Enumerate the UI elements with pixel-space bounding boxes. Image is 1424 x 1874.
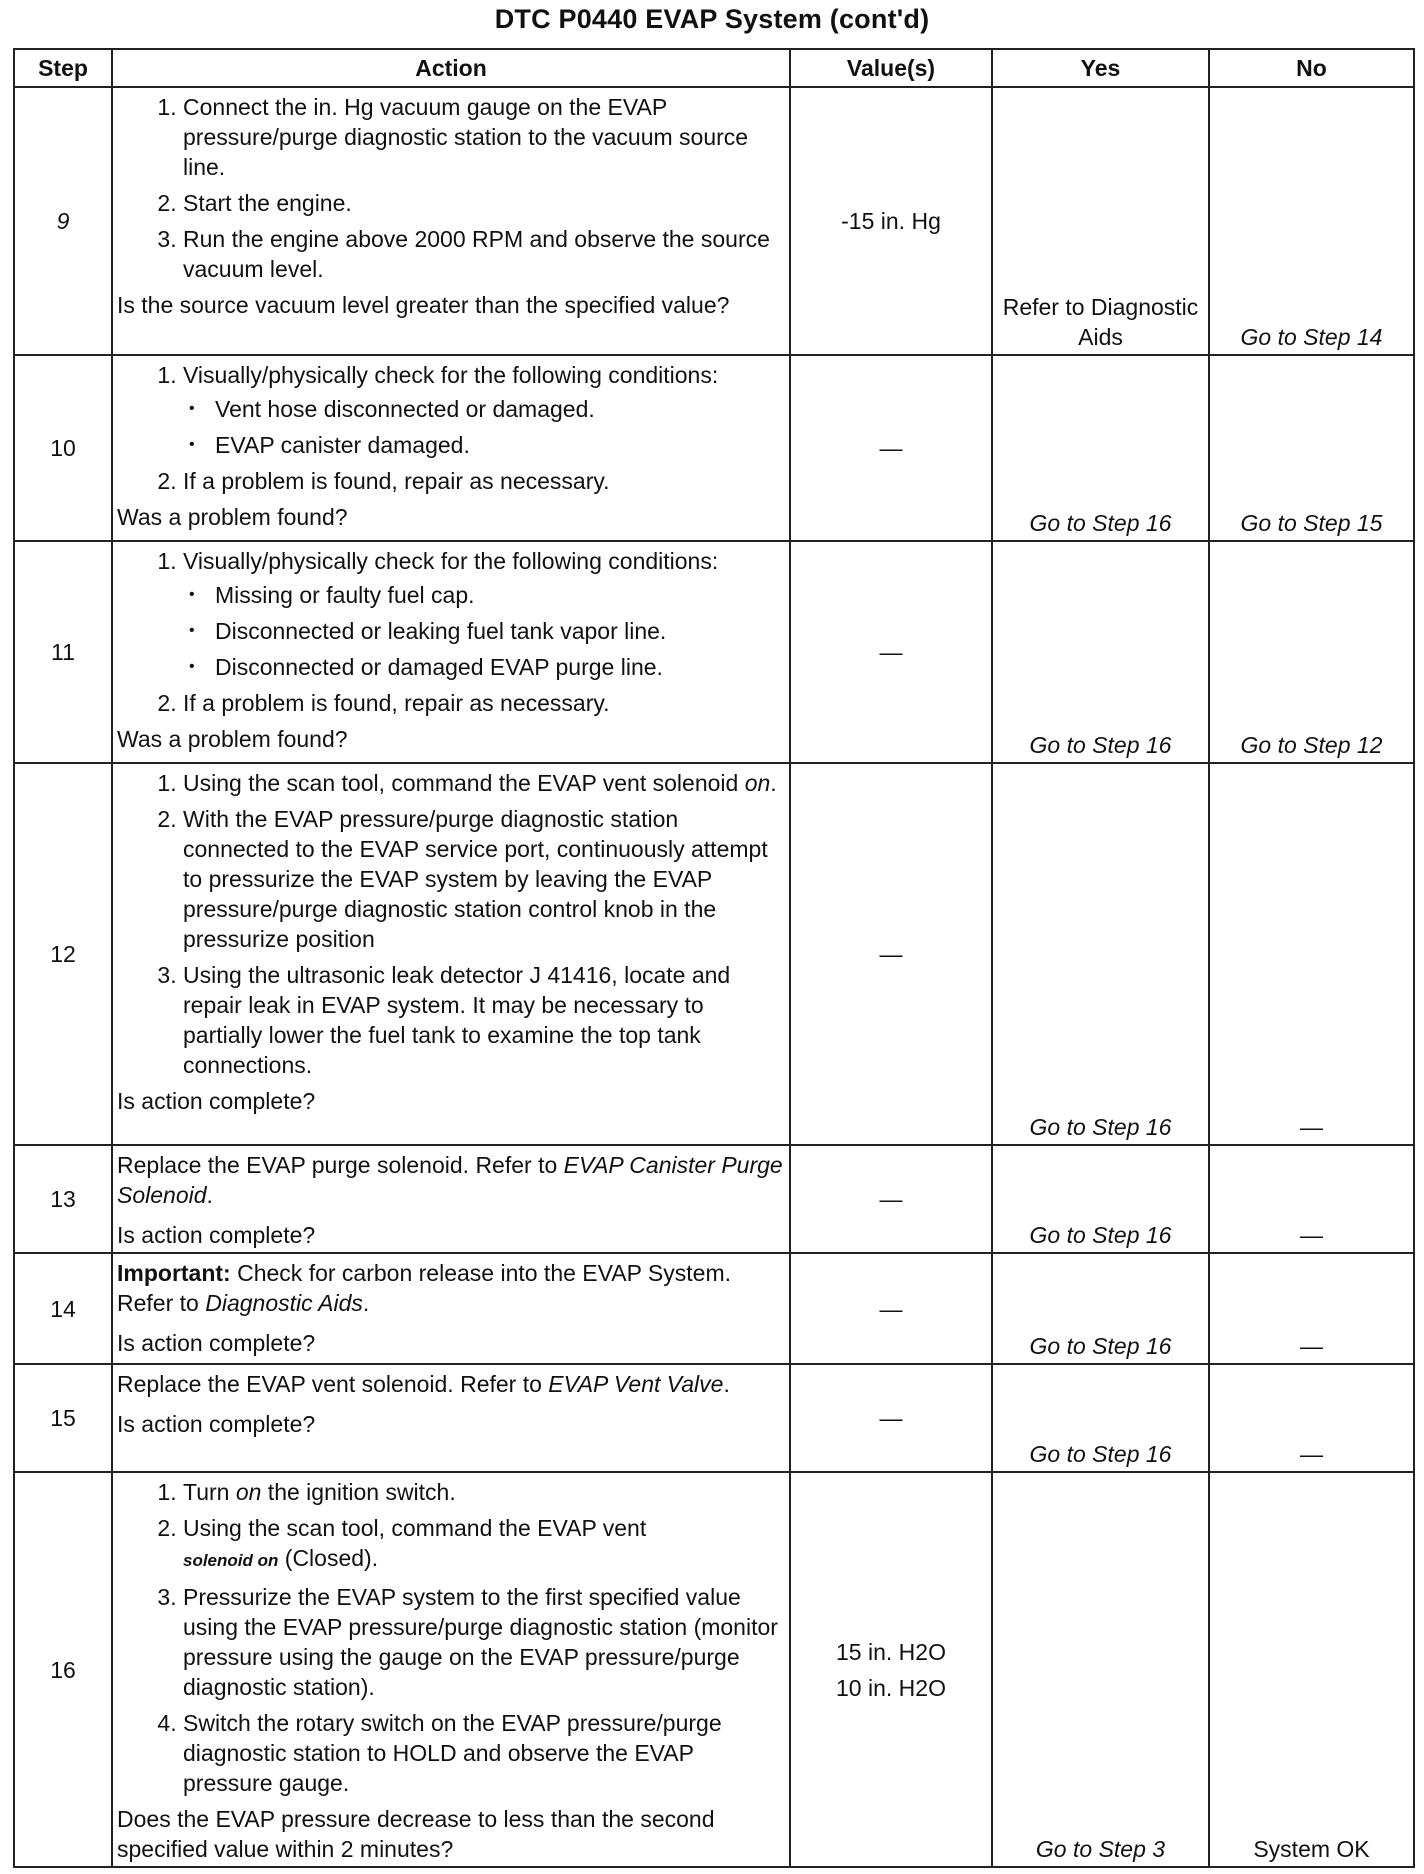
action-cell xyxy=(112,763,790,1145)
table-row-step-10 xyxy=(14,355,1414,541)
value-cell xyxy=(790,1472,992,1867)
table-row-step-9 xyxy=(14,87,1414,355)
action-question: Is action complete? xyxy=(117,1330,316,1356)
action-text: Replace the EVAP purge solenoid. Refer to EVAP Canister Purge Solenoid. xyxy=(117,1152,783,1208)
action-item: 2. With the EVAP pressure/purge diagnostic station connected to the EVAP service port, continuously attempt to pressurize the EVAP system by leaving the EVAP pressure/purge diagnostic station control knob in the pressurize position xyxy=(183,804,783,954)
action-text: Replace the EVAP vent solenoid. Refer to EVAP Vent Valve. xyxy=(117,1371,730,1397)
header-no: No xyxy=(1209,49,1414,87)
table-row-step-12 xyxy=(14,763,1414,1145)
value-cell: — xyxy=(790,355,992,541)
table-row-step-16 xyxy=(14,1472,1414,1867)
action-item: 1. Visually/physically check for the following conditions: • Missing or faulty fuel cap. • Disconnected or leaking fuel tank vapor line. • Disconnected or damaged EVAP purge line. xyxy=(183,546,783,682)
action-cell xyxy=(112,1364,790,1472)
table-row-step-13 xyxy=(14,1145,1414,1253)
action-question: Is action complete? xyxy=(117,1411,316,1437)
yes-cell: Go to Step 16 xyxy=(992,541,1209,763)
step-number: 15 xyxy=(14,1364,112,1472)
action-item: 2. If a problem is found, repair as necessary. xyxy=(183,688,783,718)
action-item: 1. Connect the in. Hg vacuum gauge on the EVAP pressure/purge diagnostic station to the vacuum source line. xyxy=(183,92,783,182)
action-item: 1. Using the scan tool, command the EVAP vent solenoid on. xyxy=(183,768,783,798)
action-question: Was a problem found? xyxy=(117,504,348,530)
value-cell: — xyxy=(790,1253,992,1364)
condition-bullet: • EVAP canister damaged. xyxy=(183,430,783,460)
no-cell: — xyxy=(1209,763,1414,1145)
header-values: Value(s) xyxy=(790,49,992,87)
header-yes: Yes xyxy=(992,49,1209,87)
action-cell xyxy=(112,541,790,763)
yes-cell: Go to Step 16 xyxy=(992,1253,1209,1364)
yes-cell: Go to Step 16 xyxy=(992,355,1209,541)
action-text: Important: Check for carbon release into the EVAP System. Refer to Diagnostic Aids. xyxy=(117,1260,732,1316)
step-number: 13 xyxy=(14,1145,112,1253)
condition-bullet: • Vent hose disconnected or damaged. xyxy=(183,394,783,424)
yes-cell: Go to Step 16 xyxy=(992,1364,1209,1472)
action-cell xyxy=(112,1472,790,1867)
yes-cell: Refer to Diagnostic Aids xyxy=(992,87,1209,355)
action-item: 3. Pressurize the EVAP system to the first specified value using the EVAP pressure/purge diagnostic station (monitor pressure using the gauge on the EVAP pressure/purge diagnostic station). xyxy=(183,1582,783,1702)
value-cell: — xyxy=(790,1364,992,1472)
step-number: 12 xyxy=(14,763,112,1145)
action-question: Is the source vacuum level greater than the specified value? xyxy=(117,292,730,318)
action-item: 3. Run the engine above 2000 RPM and observe the source vacuum level. xyxy=(183,224,783,284)
table-row-step-15 xyxy=(14,1364,1414,1472)
page-title: DTC P0440 EVAP System (cont'd) xyxy=(494,4,930,34)
action-question: Is action complete? xyxy=(117,1088,316,1114)
action-item: 2. Using the scan tool, command the EVAP vent solenoid on (Closed). xyxy=(183,1513,783,1576)
yes-cell: Go to Step 3 xyxy=(992,1472,1209,1867)
action-cell xyxy=(112,87,790,355)
step-number: 16 xyxy=(14,1472,112,1867)
action-item: 1. Turn on the ignition switch. xyxy=(183,1477,783,1507)
value-cell: — xyxy=(790,1145,992,1253)
value-cell: -15 in. Hg xyxy=(790,87,992,355)
no-cell: — xyxy=(1209,1253,1414,1364)
action-cell xyxy=(112,1253,790,1364)
action-question: Does the EVAP pressure decrease to less than the second specified value within 2 minutes? xyxy=(117,1806,715,1862)
no-cell: — xyxy=(1209,1145,1414,1253)
no-cell: System OK xyxy=(1209,1472,1414,1867)
condition-bullet: • Disconnected or damaged EVAP purge line. xyxy=(183,652,783,682)
step-number: 10 xyxy=(14,355,112,541)
action-question: Was a problem found? xyxy=(117,726,348,752)
value-first: 15 in. H2O xyxy=(836,1638,946,1665)
header-row xyxy=(14,49,1414,87)
table-row-step-14 xyxy=(14,1253,1414,1364)
header-step: Step xyxy=(14,49,112,87)
diagnostic-table xyxy=(13,48,1415,1868)
yes-cell: Go to Step 16 xyxy=(992,763,1209,1145)
condition-bullet: • Missing or faulty fuel cap. xyxy=(183,580,783,610)
yes-cell: Go to Step 16 xyxy=(992,1145,1209,1253)
value-cell: — xyxy=(790,541,992,763)
header-action: Action xyxy=(112,49,790,87)
step-number: 14 xyxy=(14,1253,112,1364)
table-row-step-11 xyxy=(14,541,1414,763)
action-cell xyxy=(112,1145,790,1253)
action-cell xyxy=(112,355,790,541)
value-second: 10 in. H2O xyxy=(836,1674,946,1701)
no-cell: Go to Step 14 xyxy=(1209,87,1414,355)
no-cell: — xyxy=(1209,1364,1414,1472)
action-item: 1. Visually/physically check for the following conditions: • Vent hose disconnected or damaged. • EVAP canister damaged. xyxy=(183,360,783,460)
action-item: 2. If a problem is found, repair as necessary. xyxy=(183,466,783,496)
no-cell: Go to Step 12 xyxy=(1209,541,1414,763)
condition-bullet: • Disconnected or leaking fuel tank vapor line. xyxy=(183,616,783,646)
step-number: 11 xyxy=(14,541,112,763)
value-cell: — xyxy=(790,763,992,1145)
action-question: Is action complete? xyxy=(117,1222,316,1248)
action-item: 2. Start the engine. xyxy=(183,188,783,218)
no-cell: Go to Step 15 xyxy=(1209,355,1414,541)
action-item: 3. Using the ultrasonic leak detector J 41416, locate and repair leak in EVAP system. It may be necessary to partially lower the fuel tank to examine the top tank connections. xyxy=(183,960,783,1080)
action-item: 4. Switch the rotary switch on the EVAP pressure/purge diagnostic station to HOLD and observe the EVAP pressure gauge. xyxy=(183,1708,783,1798)
step-number: 9 xyxy=(14,87,112,355)
